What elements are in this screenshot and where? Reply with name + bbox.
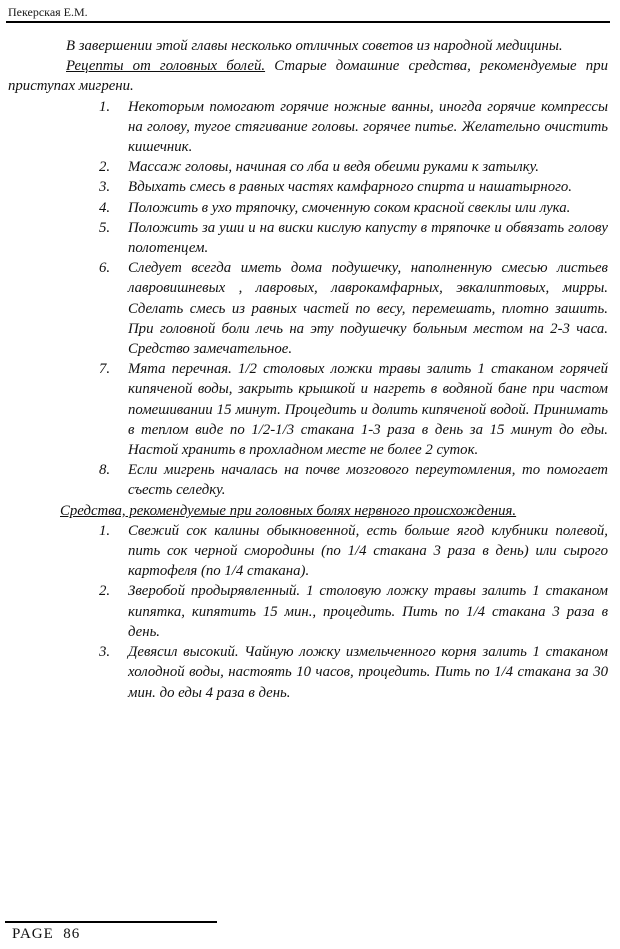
list-item — [8, 642, 608, 703]
item-number: 2. — [99, 159, 111, 176]
item-text: Массаж головы, начиная со лба и ведя обеими руками к затылку. — [128, 159, 539, 176]
list-item — [8, 460, 608, 500]
remedies-list-nervous — [8, 521, 608, 703]
item-text: Некоторым помогают горячие ножные ванны, иногда горячие компрессы на голову, тугое стягивание головы. горячее питье. Желательно очистить кишечник. — [128, 98, 608, 156]
item-number: 2. — [99, 583, 111, 600]
list-item — [8, 218, 608, 258]
section2-title: Средства, рекомендуемые при головных болях нервного происхождения. — [60, 502, 517, 519]
list-item — [8, 97, 608, 158]
header-rule — [6, 21, 610, 23]
section1-lead: Старые домашние средства, рекомендуемые при приступах мигрени. — [8, 58, 608, 95]
item-number: 3. — [99, 179, 111, 196]
list-item — [8, 157, 608, 177]
item-number: 8. — [99, 462, 111, 479]
footer-rule — [5, 921, 217, 923]
section1-heading-paragraph — [8, 56, 608, 96]
item-text: Зверобой продырявленный. 1 столовую ложку травы залить 1 стаканом кипятка, кипятить 15 мин., процедить. Пить по 1/4 стакана 3 раза в день. — [128, 583, 608, 640]
intro-paragraph: В завершении этой главы несколько отличных советов из народной медицины. — [66, 38, 563, 54]
page-body — [8, 36, 608, 703]
item-number: 6. — [99, 260, 111, 277]
item-text: Следует всегда иметь дома подушечку, наполненную смесью листьев лавровишневых , лавровых, лаврокамфарных, эвкалиптовых, мирры. Сделать смесь из равных частей по весу, перемешать, плотно зашить. При головной боли лечь на эту подушечку больным местом на 2-3 часа. Средство замечательное. — [128, 260, 608, 358]
list-item — [8, 359, 608, 460]
page-number: PAGE 86 — [12, 926, 81, 942]
item-number: 5. — [99, 219, 111, 236]
item-text: Вдыхать смесь в равных частях камфарного спирта и нашатырного. — [128, 179, 572, 196]
item-number: 4. — [99, 199, 111, 216]
item-text: Положить за уши и на виски кислую капусту в тряпочке и обвязать голову полотенцем. — [128, 219, 608, 257]
item-text: Положить в ухо тряпочку, смоченную соком красной свеклы или лука. — [128, 199, 571, 216]
running-header: Пекерская Е.М. — [8, 5, 88, 19]
list-item — [8, 198, 608, 218]
item-number: 1. — [99, 522, 111, 539]
list-item — [8, 581, 608, 642]
list-item — [8, 258, 608, 359]
item-text: Девясил высокий. Чайную ложку измельченного корня залить 1 стаканом холодной воды, настоять 10 часов, процедить. Пить по 1/4 стакана за 30 мин. до еды 4 раза в день. — [128, 644, 608, 701]
section1-title: Рецепты от головных болей. — [66, 58, 266, 75]
list-item — [8, 521, 608, 582]
remedies-list-migraine — [8, 97, 608, 501]
section2-heading-paragraph — [8, 501, 608, 521]
item-number: 7. — [99, 361, 111, 378]
item-text: Свежий сок калины обыкновенной, есть больше ягод клубники полевой, пить сок черной смородины (по 1/4 стакана 3 раза в день) или сырого картофеля (по 1/4 стакана). — [128, 522, 608, 580]
list-item — [8, 177, 608, 197]
item-number: 3. — [99, 644, 111, 661]
item-text: Если мигрень началась на почве мозгового переутомления, то помогает съесть селедку. — [128, 462, 608, 499]
item-number: 1. — [99, 98, 111, 115]
item-text: Мята перечная. 1/2 столовых ложки травы залить 1 стаканом горячей кипяченой воды, закрыть крышкой и нагреть в водяной бане при частом помешивании 15 минут. Процедить и долить кипяченой водой. Принимать в теплом виде по 1/2-1/3 стакана 1-3 раза в день за 15 минут до еды. Настой хранить в прохладном месте не более 2 суток. — [128, 361, 608, 459]
